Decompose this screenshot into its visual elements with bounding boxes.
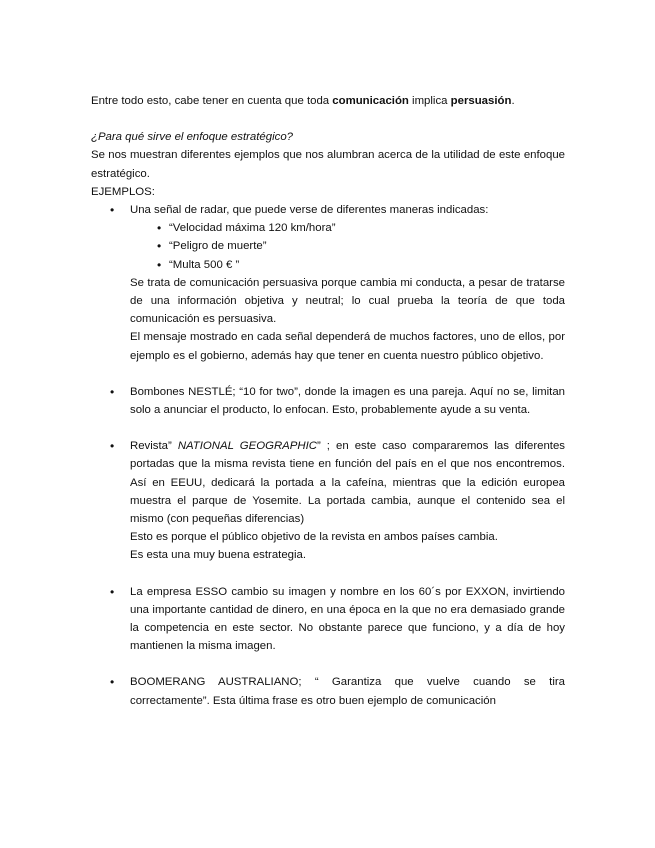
- intro-paragraph: [91, 92, 565, 110]
- natgeo-line-2: Esto es porque el público objetivo de la revista en ambos países cambia.: [130, 531, 498, 544]
- lead-paragraph: Se nos muestran diferentes ejemplos que nos alumbran acerca de la utilidad de este enfoque estratégico.: [91, 149, 565, 180]
- radar-signal-item: • “Multa 500 € ”: [130, 256, 565, 274]
- boomerang-line-2: correctamente”. Esta última frase es otro buen ejemplo de comunicación: [130, 694, 496, 707]
- example-esso: [91, 583, 565, 656]
- radar-signal-list: [130, 219, 565, 274]
- natgeo-paragraph: [130, 437, 565, 528]
- example-national-geographic: [91, 437, 565, 564]
- intro-text-end: .: [511, 95, 515, 107]
- intro-bold-comunicacion: comunicación: [332, 95, 409, 107]
- intro-bold-persuasion: persuasión: [450, 95, 512, 107]
- intro-text-middle: implica: [408, 95, 451, 107]
- question-heading: ¿Para qué sirve el enfoque estratégico?: [91, 131, 293, 144]
- example-nestle: [91, 383, 565, 419]
- radar-signal-item: • “Peligro de muerte”: [130, 237, 565, 255]
- examples-heading: EJEMPLOS:: [91, 185, 155, 198]
- boomerang-line-1: • BOOMERANG AUSTRALIANO; “ Garantiza que vuelve cuando se tira: [130, 676, 565, 689]
- radar-title: • Una señal de radar, que puede verse de diferentes maneras indicadas:: [130, 204, 489, 217]
- natgeo-text: ” ; en este caso compararemos las diferentes portadas que la misma revista tiene en función del país en el que nos encontremos. Así en EEUU, dedicará la portada a la cafeína, mientras que la edición europea muestra el parque de Yosemite. La portada cambia, aunque el contenido sea el mismo (con pequeñas diferencias): [130, 440, 565, 526]
- radar-paragraph-1: Se trata de comunicación persuasiva porque cambia mi conducta, a pesar de tratarse de una información objetiva y neutral; lo cual prueba la teoría de que toda comunicación es persuasiva.: [130, 276, 565, 326]
- intro-text: Entre todo esto, cabe tener en cuenta que toda: [91, 95, 333, 107]
- examples-list: [91, 201, 565, 710]
- radar-signal-item: • “Velocidad máxima 120 km/hora”: [130, 219, 565, 237]
- example-boomerang: [91, 673, 565, 709]
- document-body: [91, 92, 565, 710]
- radar-paragraph-2: El mensaje mostrado en cada señal dependerá de muchos factores, uno de ellos, por ejemplo es el gobierno, además hay que tener en cuenta nuestro público objetivo.: [130, 331, 565, 362]
- example-radar: [91, 201, 565, 365]
- natgeo-magazine-name: NATIONAL GEOGRAPHIC: [171, 440, 317, 453]
- natgeo-line-3: Es esta una muy buena estrategia.: [130, 549, 307, 562]
- nestle-paragraph: • Bombones NESTLÉ; “10 for two”, donde la imagen es una pareja. Aquí no se, limitan solo a anunciar el producto, lo enfocan. Esto, probablemente ayude a su venta.: [130, 385, 565, 417]
- natgeo-prefix: Revista”: [130, 440, 172, 453]
- esso-paragraph: • La empresa ESSO cambio su imagen y nombre en los 60´s por EXXON, invirtiendo una importante cantidad de dinero, en una época en la que no era demasiado grande la competencia en este sector. No obstante parece que funciono, y a día de hoy mantienen la misma imagen.: [130, 585, 565, 653]
